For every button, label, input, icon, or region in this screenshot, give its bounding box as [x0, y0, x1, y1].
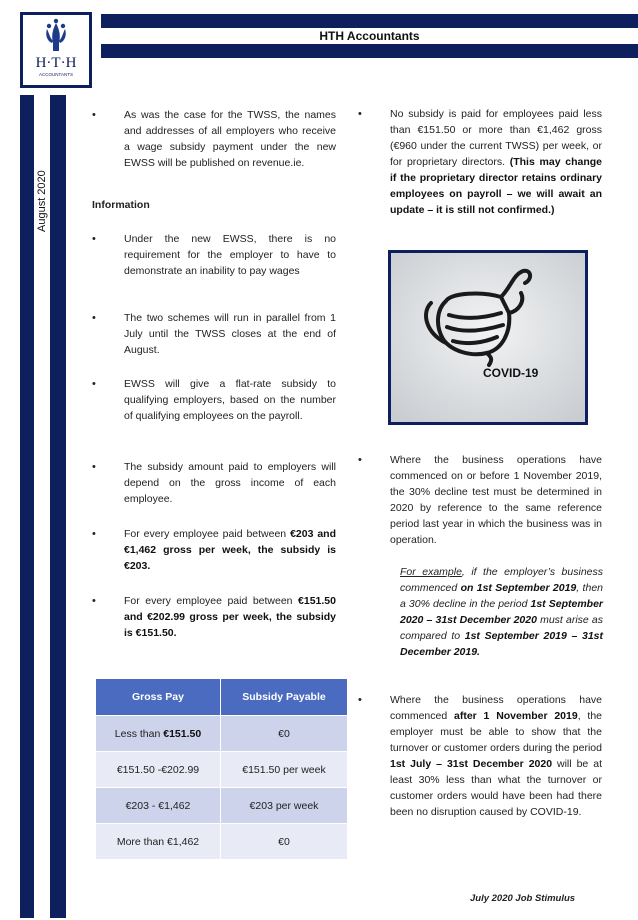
table-header-subsidy: Subsidy Payable: [221, 679, 348, 715]
covid-caption: COVID-19: [483, 366, 539, 380]
company-logo: [20, 12, 92, 88]
table-row: [96, 715, 348, 751]
subsidy-table: [96, 679, 348, 859]
bullet-text: Under the new EWSS, there is no requirement for the employer to have to demonstrate an inability to pay wages: [124, 233, 336, 277]
table-cell-subsidy: €0: [221, 715, 348, 751]
bullet-dot: •: [92, 595, 96, 607]
bullet-text: Where the business operations have commenced on or before 1 November 2019, the 30% decline test must be determined in 2020 by reference to the same reference period last year in which the business was in operation.: [390, 454, 602, 546]
sidebar-date-text: August 2020: [36, 170, 48, 232]
table-cell-gross: More than €1,462: [96, 823, 221, 859]
table-row: [96, 787, 348, 823]
table-cell-gross: Less than €151.50: [96, 715, 221, 751]
table-cell-gross: €203 - €1,462: [96, 787, 221, 823]
bullet-text: The subsidy amount paid to employers will depend on the gross income of each employee.: [124, 461, 336, 505]
table-cell-gross: €151.50 -€202.99: [96, 751, 221, 787]
header-title: HTH Accountants: [319, 29, 420, 43]
footer-text: July 2020 Job Stimulus: [470, 893, 576, 904]
table-row: [96, 823, 348, 859]
table-cell-subsidy: €203 per week: [221, 787, 348, 823]
header-bar-top: [101, 14, 638, 28]
table-cell-subsidy: €151.50 per week: [221, 751, 348, 787]
bullet-text: For every employee paid between €203 and €1,462 gross per week, the subsidy is €203.: [124, 528, 336, 572]
sidebar-bar-right: [50, 95, 66, 918]
bullet-dot: •: [358, 694, 362, 706]
bullet-text: As was the case for the TWSS, the names and addresses of all employers who receive a wage subsidy payment under the new EWSS will be published on revenue.ie.: [124, 109, 336, 169]
logo-subtext: ACCOUNTANTS: [39, 72, 73, 77]
bullet-dot: •: [92, 233, 96, 245]
bullet-dot: •: [358, 108, 362, 120]
table-cell-subsidy: €0: [221, 823, 348, 859]
sidebar-bar-left: [20, 95, 34, 918]
info-heading: Information: [92, 199, 150, 211]
covid-mask-image: [388, 250, 588, 425]
table-header-row: [96, 679, 348, 715]
bullet-dot: •: [358, 454, 362, 466]
table-row: [96, 751, 348, 787]
bullet-dot: •: [92, 312, 96, 324]
bullet-dot: •: [92, 378, 96, 390]
bullet-text: No subsidy is paid for employees paid less than €151.50 or more than €1,462 gross (€960 under the current TWSS) per week, or for proprietary directors. (This may change if the proprietary director retains ordinary employees on payroll – we will await an update – it is still not confirmed.): [390, 108, 602, 216]
bullet-dot: •: [92, 461, 96, 473]
example-paragraph: For example, if the employer’s business commenced on 1st September 2019, then a 30% decline in the period 1st September 2020 – 31st December 2020 must arise as compared to 1st September 2019 – 31st December 2019.: [400, 566, 604, 658]
bullet-text: The two schemes will run in parallel from 1 July until the TWSS closes at the end of August.: [124, 312, 336, 356]
bullet-dot: •: [92, 109, 96, 121]
bullet-text: Where the business operations have commenced after 1 November 2019, the employer must be able to show that the turnover or customer orders during the period 1st July – 31st December 2020 will be at least 30% less than what the turnover or customer orders would have been had there been no disruption caused by COVID-19.: [390, 694, 603, 818]
bullet-text: For every employee paid between €151.50 and €202.99 gross per week, the subsidy is €151.50.: [124, 595, 336, 639]
logo-text: H·T·H: [35, 55, 77, 71]
header-bar-bottom: [101, 44, 638, 58]
bullet-dot: •: [92, 528, 96, 540]
bullet-text: EWSS will give a flat-rate subsidy to qualifying employers, based on the number of qualifying employees on the payroll.: [124, 378, 336, 422]
table-header-gross: Gross Pay: [96, 679, 221, 715]
